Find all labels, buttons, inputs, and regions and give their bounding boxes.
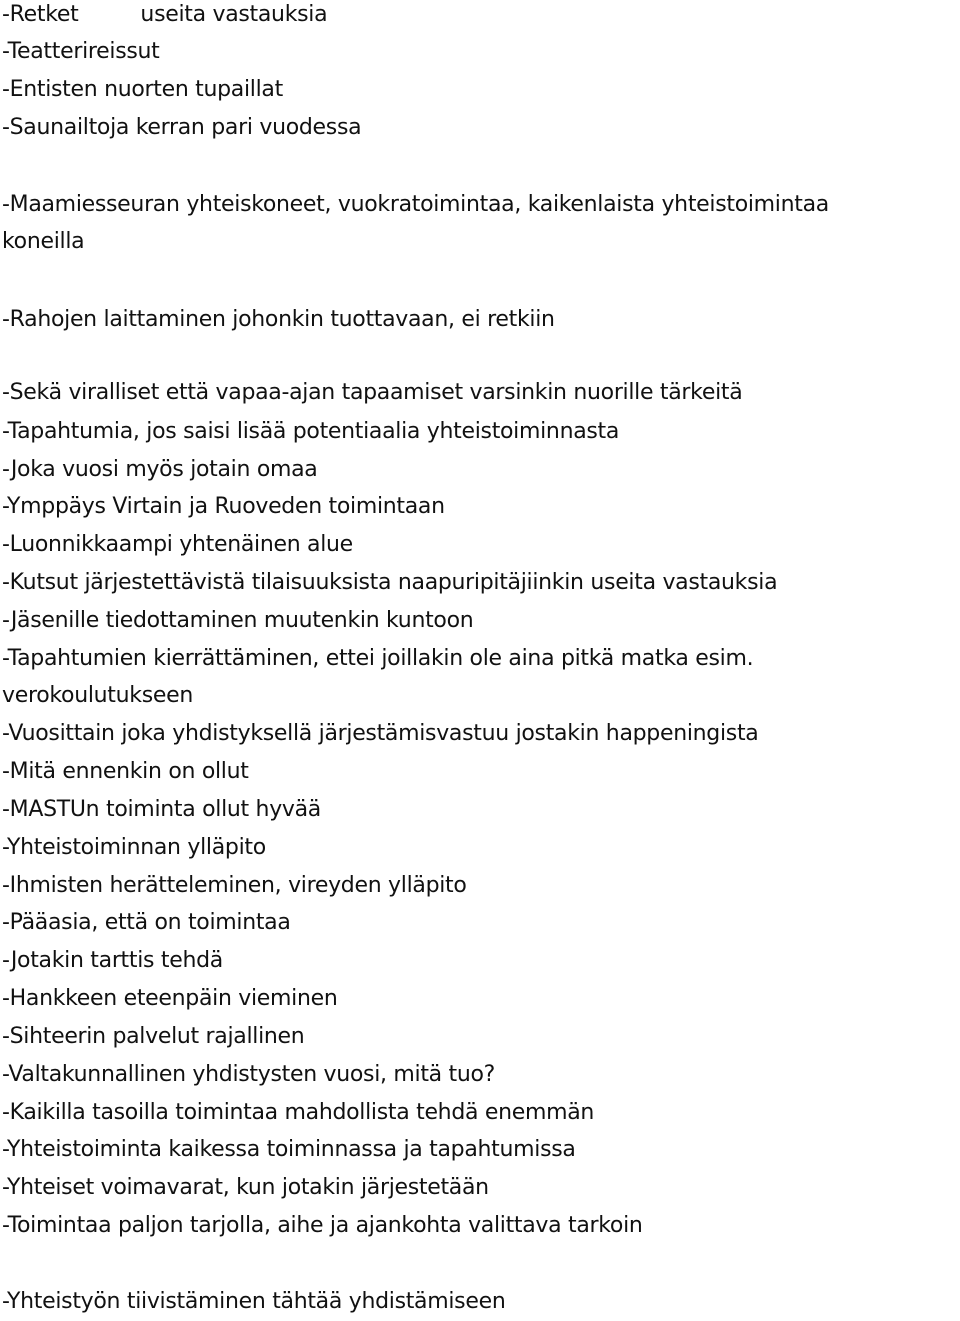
text-line: -Saunailtoja kerran pari vuodessa	[2, 115, 362, 140]
text-line: -Rahojen laittaminen johonkin tuottavaan, ei retkiin	[2, 307, 555, 332]
text-line: -Joka vuosi myös jotain omaa	[2, 457, 318, 482]
text-line: -Ihmisten herätteleminen, vireyden ylläpito	[2, 873, 467, 898]
text-line: koneilla	[2, 229, 85, 254]
text-line: -Entisten nuorten tupaillat	[2, 77, 283, 102]
text-line: -Kaikilla tasoilla toimintaa mahdollista tehdä enemmän	[2, 1100, 595, 1125]
text-line: -Valtakunnallinen yhdistysten vuosi, mitä tuo?	[2, 1062, 496, 1087]
text-line: -Toimintaa paljon tarjolla, aihe ja ajankohta valittava tarkoin	[2, 1213, 643, 1238]
text-line: -Luonnikkaampi yhtenäinen alue	[2, 532, 353, 557]
text-line: -Yhteiset voimavarat, kun jotakin järjestetään	[2, 1175, 489, 1200]
text-line: -Jäsenille tiedottaminen muutenkin kuntoon	[2, 608, 474, 633]
text-line: -Mitä ennenkin on ollut	[2, 759, 249, 784]
text-line: -Jotakin tarttis tehdä	[2, 948, 223, 973]
text-line-annotation: useita vastauksia	[140, 2, 328, 27]
text-line: -Vuosittain joka yhdistyksellä järjestämisvastuu jostakin happeningista	[2, 721, 759, 746]
text-line	[2, 0, 327, 30]
text-line: -Tapahtumien kierrättäminen, ettei joillakin ole aina pitkä matka esim.	[2, 646, 754, 671]
text-line: -Pääasia, että on toimintaa	[2, 910, 291, 935]
text-line: -Sihteerin palvelut rajallinen	[2, 1024, 305, 1049]
text-line: -Ymppäys Virtain ja Ruoveden toimintaan	[2, 494, 445, 519]
text-line: -Tapahtumia, jos saisi lisää potentiaalia yhteistoiminnasta	[2, 419, 620, 444]
text-line: -Maamiesseuran yhteiskoneet, vuokratoimintaa, kaikenlaista yhteistoimintaa	[2, 192, 829, 217]
text-line: verokoulutukseen	[2, 683, 193, 708]
text-line: -MASTUn toiminta ollut hyvää	[2, 797, 321, 822]
text-line: -Yhteistoiminta kaikessa toiminnassa ja tapahtumissa	[2, 1137, 576, 1162]
text-line-item: -Retket	[2, 2, 79, 27]
text-line: -Teatterireissut	[2, 39, 160, 64]
text-line: -Yhteistyön tiivistäminen tähtää yhdistämiseen	[2, 1289, 506, 1314]
text-line: -Kutsut järjestettävistä tilaisuuksista naapuripitäjiinkin useita vastauksia	[2, 570, 778, 595]
text-line: -Yhteistoiminnan ylläpito	[2, 835, 266, 860]
text-line: -Hankkeen eteenpäin vieminen	[2, 986, 338, 1011]
text-line: -Sekä viralliset että vapaa-ajan tapaamiset varsinkin nuorille tärkeitä	[2, 380, 743, 405]
